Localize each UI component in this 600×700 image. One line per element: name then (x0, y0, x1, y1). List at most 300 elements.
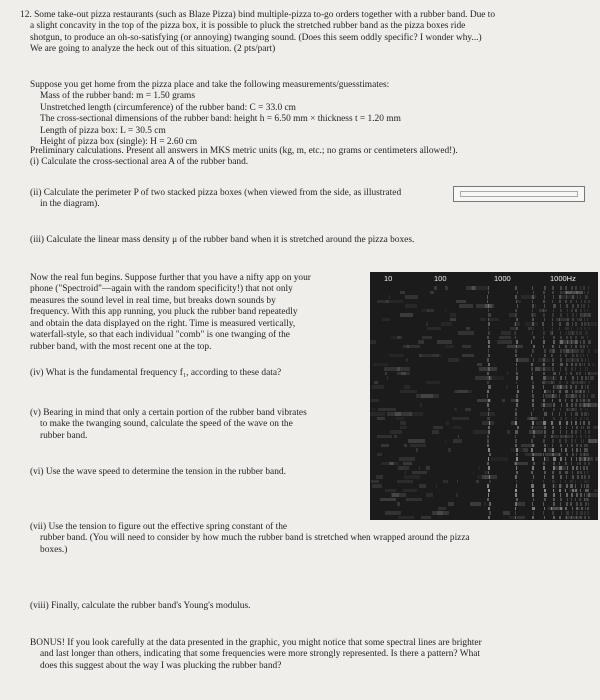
noise-streak (565, 516, 580, 520)
harmonic-line (487, 358, 489, 362)
harmonic-line (553, 408, 555, 412)
harmonic-line (487, 417, 489, 421)
harmonic-line (559, 471, 561, 475)
harmonic-line (566, 322, 568, 326)
harmonic-line (487, 444, 489, 448)
harmonic-line (580, 435, 582, 439)
harmonic-line (567, 498, 569, 502)
spectrogram-row (370, 354, 598, 358)
harmonic-line (588, 327, 590, 331)
harmonic-line (488, 340, 490, 344)
harmonic-line (576, 300, 577, 304)
noise-streak (406, 358, 409, 362)
harmonic-line (566, 484, 568, 488)
harmonic-line (566, 430, 568, 434)
noise-streak (394, 435, 396, 439)
harmonic-line (553, 295, 554, 299)
noise-streak (377, 417, 385, 421)
intro-line: 12. Some take-out pizza restaurants (such as Blaze Pizza) bind multiple-pizza to-go orders together with a rubber band. Due to (20, 10, 496, 20)
noise-streak (450, 318, 456, 322)
harmonic-line (585, 507, 586, 511)
noise-streak (556, 318, 567, 322)
harmonic-line (489, 453, 491, 457)
app-line: Now the real fun begins. Suppose further that you have a nifty app on your (30, 273, 311, 283)
spectrogram-row (370, 349, 598, 353)
spectrogram-row (370, 462, 598, 466)
harmonic-line (544, 498, 546, 502)
harmonic-line (581, 507, 583, 511)
harmonic-line (587, 354, 589, 358)
harmonic-line (586, 417, 588, 421)
harmonic-line (553, 493, 555, 497)
harmonic-line (543, 313, 545, 317)
noise-streak (457, 480, 458, 484)
harmonic-line (532, 489, 534, 493)
noise-streak (456, 493, 458, 497)
harmonic-line (581, 358, 583, 362)
harmonic-line (552, 439, 553, 443)
axis-label-10: 10 (384, 274, 393, 283)
harmonic-line (579, 498, 581, 502)
spectrogram-row (370, 363, 598, 367)
harmonic-line (559, 322, 561, 326)
harmonic-line (580, 309, 582, 313)
noise-streak (397, 502, 400, 506)
harmonic-line (570, 502, 571, 506)
harmonic-line (544, 412, 546, 416)
harmonic-line (515, 507, 516, 511)
noise-streak (376, 475, 383, 479)
harmonic-line (543, 399, 544, 403)
harmonic-line (544, 349, 546, 353)
noise-streak (466, 327, 470, 331)
spectrogram-row (370, 376, 598, 380)
harmonic-line (531, 376, 532, 380)
spectrogram-row (370, 475, 598, 479)
harmonic-line (577, 327, 579, 331)
harmonic-line (584, 309, 585, 313)
spectrogram-row (370, 444, 598, 448)
harmonic-line (576, 435, 577, 439)
noise-streak (535, 367, 551, 371)
noise-streak (521, 295, 537, 299)
noise-streak (548, 448, 554, 452)
harmonic-line (580, 417, 582, 421)
spectrogram-row (370, 466, 598, 470)
noise-streak (443, 480, 448, 484)
harmonic-line (551, 421, 553, 425)
harmonic-line (580, 453, 582, 457)
noise-streak (531, 313, 536, 317)
harmonic-line (572, 475, 574, 479)
harmonic-line (576, 493, 578, 497)
harmonic-line (553, 516, 555, 520)
noise-streak (426, 493, 433, 497)
noise-streak (509, 516, 515, 520)
noise-streak (478, 466, 480, 470)
harmonic-line (575, 412, 577, 416)
harmonic-line (575, 363, 577, 367)
noise-streak (514, 331, 516, 335)
noise-streak (378, 408, 396, 412)
noise-streak (555, 489, 556, 493)
harmonic-line (552, 358, 554, 362)
noise-streak (374, 381, 377, 385)
harmonic-line (580, 430, 581, 434)
harmonic-line (561, 511, 562, 515)
spectrogram-row (370, 385, 598, 389)
noise-streak (398, 516, 414, 520)
noise-streak (535, 304, 536, 308)
harmonic-line (572, 511, 573, 515)
harmonic-line (489, 480, 491, 484)
harmonic-line (553, 403, 555, 407)
harmonic-line (576, 399, 578, 403)
noise-streak (516, 358, 529, 362)
noise-streak (420, 403, 422, 407)
harmonic-line (579, 372, 581, 376)
harmonic-line (560, 498, 562, 502)
noise-streak (405, 304, 417, 308)
harmonic-line (575, 385, 577, 389)
noise-streak (497, 340, 512, 344)
noise-streak (577, 507, 579, 511)
noise-streak (584, 453, 586, 457)
noise-streak (453, 439, 462, 443)
harmonic-line (517, 390, 519, 394)
harmonic-line (586, 466, 587, 470)
harmonic-line (532, 480, 533, 484)
spectrogram-row (370, 331, 598, 335)
part-vii-line: (vii) Use the tension to figure out the effective spring constant of the (30, 522, 288, 532)
harmonic-line (566, 502, 567, 506)
noise-streak (553, 498, 554, 502)
noise-streak (480, 318, 486, 322)
harmonic-line (575, 439, 576, 443)
harmonic-line (552, 399, 553, 403)
noise-streak (403, 462, 411, 466)
harmonic-line (577, 471, 579, 475)
part-i: (i) Calculate the cross-sectional area A of the rubber band. (30, 157, 249, 168)
noise-streak (532, 471, 533, 475)
noise-streak (501, 331, 512, 335)
harmonic-line (515, 489, 517, 493)
noise-streak (405, 295, 418, 299)
noise-streak (397, 372, 410, 376)
harmonic-line (584, 327, 586, 331)
intro-line: We are going to analyze the heck out of this situation. (2 pts/part) (30, 44, 276, 55)
harmonic-line (583, 345, 585, 349)
noise-streak (462, 354, 474, 358)
harmonic-line (559, 381, 561, 385)
noise-streak (511, 448, 528, 452)
harmonic-line (516, 394, 518, 398)
harmonic-line (560, 367, 561, 371)
noise-streak (452, 417, 469, 421)
bonus-line: BONUS! If you look carefully at the data presented in the graphic, you might notice that some spectral lines are brighter (30, 638, 482, 648)
harmonic-line (565, 480, 566, 484)
harmonic-line (544, 318, 546, 322)
harmonic-line (588, 462, 590, 466)
harmonic-line (576, 511, 578, 515)
harmonic-line (517, 385, 518, 389)
noise-streak (437, 511, 443, 515)
harmonic-line (572, 354, 574, 358)
harmonic-line (566, 453, 568, 457)
harmonic-line (559, 489, 561, 493)
app-line: and obtain the data displayed on the right. Time is measured vertically, (30, 318, 296, 329)
harmonic-line (552, 291, 554, 295)
harmonic-line (488, 331, 490, 335)
harmonic-line (560, 286, 562, 290)
harmonic-line (587, 331, 588, 335)
harmonic-line (579, 331, 581, 335)
noise-streak (489, 318, 499, 322)
harmonic-line (586, 484, 588, 488)
given-intro: Suppose you get home from the pizza place and take the following measurements/guesstimates: (30, 80, 390, 90)
noise-streak (390, 430, 402, 434)
harmonic-line (588, 516, 590, 520)
harmonic-line (583, 426, 584, 430)
bonus-line: does this suggest about the way I was plucking the rubber band? (40, 660, 282, 671)
noise-streak (577, 390, 581, 394)
harmonic-line (560, 376, 561, 380)
harmonic-line (489, 502, 491, 506)
noise-streak (484, 471, 488, 475)
noise-streak (388, 300, 404, 304)
noise-streak (448, 502, 454, 506)
harmonic-line (531, 367, 533, 371)
harmonic-line (487, 403, 489, 407)
noise-streak (410, 444, 426, 448)
harmonic-line (543, 480, 544, 484)
spectrogram-row (370, 399, 598, 403)
harmonic-line (588, 435, 590, 439)
harmonic-line (516, 471, 518, 475)
noise-streak (426, 381, 440, 385)
harmonic-line (516, 498, 518, 502)
harmonic-line (588, 349, 590, 353)
harmonic-line (488, 408, 489, 412)
harmonic-line (560, 444, 562, 448)
harmonic-line (571, 399, 573, 403)
noise-streak (430, 291, 434, 295)
noise-streak (371, 399, 380, 403)
harmonic-line (565, 412, 566, 416)
harmonic-line (566, 493, 568, 497)
noise-streak (485, 475, 490, 479)
noise-streak (396, 417, 404, 421)
spectrogram-row (370, 417, 598, 421)
harmonic-line (576, 372, 578, 376)
noise-streak (550, 331, 553, 335)
harmonic-line (532, 457, 534, 461)
harmonic-line (544, 475, 546, 479)
noise-streak (529, 430, 543, 434)
spectrogram-row (370, 471, 598, 475)
harmonic-line (586, 448, 588, 452)
part-v-line: rubber band. (40, 430, 88, 441)
noise-streak (389, 354, 404, 358)
harmonic-line (580, 390, 582, 394)
noise-streak (400, 421, 406, 425)
app-line: rubber band, with the most recent one at the top. (30, 341, 212, 352)
harmonic-line (571, 417, 573, 421)
harmonic-line (515, 349, 517, 353)
harmonic-line (533, 358, 534, 362)
harmonic-line (579, 394, 580, 398)
spectrogram-row (370, 295, 598, 299)
harmonic-line (560, 502, 561, 506)
harmonic-line (566, 363, 568, 367)
harmonic-line (488, 322, 490, 326)
noise-streak (404, 475, 421, 479)
harmonic-line (566, 426, 567, 430)
harmonic-line (581, 484, 583, 488)
noise-streak (377, 300, 388, 304)
part-ii-line: (ii) Calculate the perimeter P of two stacked pizza boxes (when viewed from the side, as illustrated (30, 188, 402, 198)
harmonic-line (583, 336, 584, 340)
harmonic-line (588, 358, 589, 362)
noise-streak (507, 430, 510, 434)
harmonic-line (587, 309, 589, 313)
noise-streak (385, 372, 387, 376)
harmonic-line (565, 417, 566, 421)
harmonic-line (581, 439, 582, 443)
harmonic-line (515, 435, 516, 439)
harmonic-line (532, 394, 534, 398)
noise-streak (528, 327, 532, 331)
harmonic-line (570, 480, 572, 484)
harmonic-line (572, 507, 573, 511)
harmonic-line (581, 300, 583, 304)
harmonic-line (560, 457, 562, 461)
harmonic-line (488, 309, 489, 313)
spectrogram-waterfall (370, 286, 598, 520)
spectrogram-row (370, 327, 598, 331)
harmonic-line (532, 300, 533, 304)
noise-streak (547, 444, 548, 448)
harmonic-line (559, 421, 561, 425)
spectrogram-row (370, 340, 598, 344)
harmonic-line (588, 412, 589, 416)
noise-streak (437, 340, 452, 344)
harmonic-line (553, 372, 555, 376)
harmonic-line (532, 390, 533, 394)
harmonic-line (488, 493, 489, 497)
harmonic-line (580, 408, 581, 412)
noise-streak (384, 367, 400, 371)
harmonic-line (580, 421, 581, 425)
harmonic-line (580, 295, 581, 299)
spectrogram-row (370, 304, 598, 308)
harmonic-line (572, 453, 574, 457)
noise-streak (472, 286, 476, 290)
harmonic-line (559, 399, 561, 403)
harmonic-line (575, 286, 577, 290)
spectrogram-row (370, 309, 598, 313)
noise-streak (588, 372, 598, 376)
noise-streak (445, 286, 448, 290)
spectrogram-frequency-axis (370, 272, 598, 286)
harmonic-line (583, 349, 584, 353)
harmonic-line (572, 390, 574, 394)
harmonic-line (489, 511, 491, 515)
harmonic-line (553, 417, 555, 421)
noise-streak (448, 358, 458, 362)
spectrogram-row (370, 516, 598, 520)
noise-streak (372, 385, 384, 389)
harmonic-line (517, 291, 518, 295)
harmonic-line (576, 457, 577, 461)
harmonic-line (532, 372, 533, 376)
noise-streak (542, 381, 555, 385)
harmonic-line (587, 453, 589, 457)
harmonic-line (577, 304, 579, 308)
harmonic-line (565, 489, 566, 493)
noise-streak (405, 471, 406, 475)
harmonic-line (488, 354, 490, 358)
noise-streak (559, 340, 577, 344)
harmonic-line (532, 381, 534, 385)
harmonic-line (552, 511, 554, 515)
harmonic-line (488, 516, 490, 520)
harmonic-line (559, 412, 560, 416)
noise-streak (450, 313, 456, 317)
harmonic-line (552, 313, 553, 317)
harmonic-line (532, 399, 534, 403)
harmonic-line (580, 471, 581, 475)
harmonic-line (572, 471, 573, 475)
preliminary-calculations (30, 146, 590, 169)
noise-streak (477, 363, 482, 367)
harmonic-line (580, 367, 581, 371)
harmonic-line (572, 322, 573, 326)
harmonic-line (543, 502, 544, 506)
harmonic-line (552, 327, 553, 331)
spectrogram-row (370, 453, 598, 457)
noise-streak (445, 345, 454, 349)
harmonic-line (581, 412, 583, 416)
harmonic-line (583, 286, 585, 290)
spectrogram-row (370, 403, 598, 407)
noise-streak (373, 363, 387, 367)
harmonic-line (487, 462, 489, 466)
harmonic-line (587, 511, 589, 515)
harmonic-line (587, 489, 589, 493)
harmonic-line (487, 372, 488, 376)
harmonic-line (588, 363, 590, 367)
given-cross-section: The cross-sectional dimensions of the rubber band: height h = 6.50 mm × thickness t = 1.20 mm (40, 114, 401, 125)
harmonic-line (571, 462, 572, 466)
harmonic-line (575, 367, 576, 371)
noise-streak (565, 394, 574, 398)
harmonic-line (516, 340, 518, 344)
spectrogram-row (370, 394, 598, 398)
harmonic-line (584, 363, 586, 367)
harmonic-line (588, 300, 590, 304)
harmonic-line (577, 318, 579, 322)
harmonic-line (580, 448, 581, 452)
harmonic-line (583, 394, 584, 398)
harmonic-line (581, 376, 583, 380)
noise-streak (594, 489, 598, 493)
harmonic-line (488, 448, 490, 452)
harmonic-line (579, 318, 581, 322)
harmonic-line (567, 318, 569, 322)
spectrogram-row (370, 408, 598, 412)
harmonic-line (515, 511, 516, 515)
